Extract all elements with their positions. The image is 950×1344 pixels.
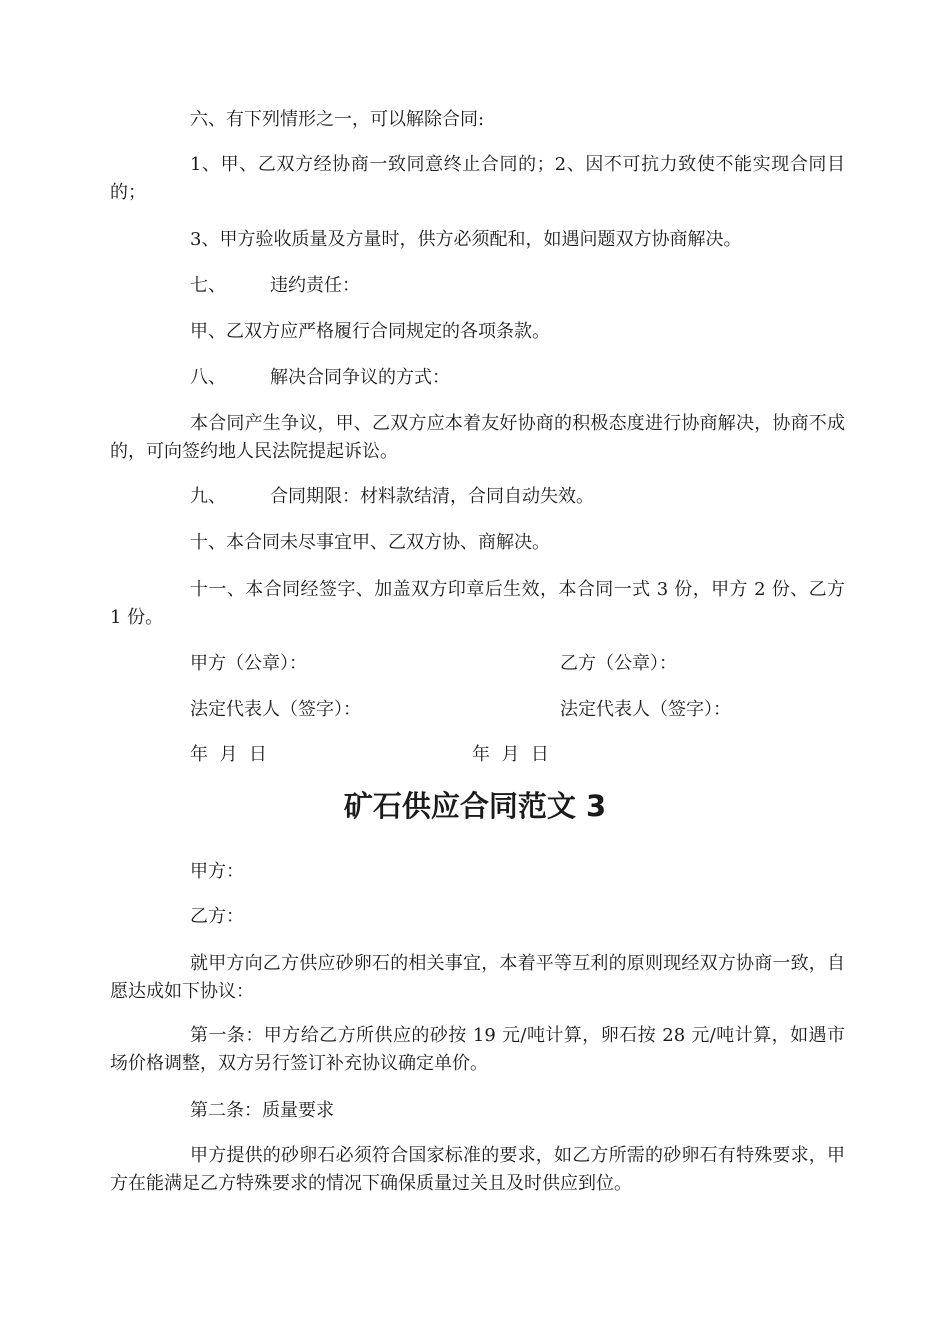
clause-8-heading — [190, 364, 450, 392]
party-b-seal-label: 乙方（公章）： — [560, 653, 677, 674]
contract-3-party-b: 乙方： — [190, 906, 244, 927]
clause-8-body: 本合同产生争议，甲、乙双方应本着友好协商的积极态度进行协商解决，协商不成的，可向签约地人民法院提起诉讼。 — [110, 413, 845, 462]
contract-3-title: 矿石供应合同范文 3 — [343, 789, 607, 823]
party-a-seal-label: 甲方（公章）： — [190, 653, 307, 674]
clause-9-title: 合同期限：材料款结清，合同自动失效。 — [270, 486, 594, 507]
clause-6-item-1-2: 1、甲、乙双方经协商一致同意终止合同的；2、因不可抗力致使不能实现合同目的； — [110, 154, 845, 203]
contract-3-article-2-body: 甲方提供的砂卵石必须符合国家标准的要求，如乙方所需的砂卵石有特殊要求，甲方在能满足乙方特殊要求的情况下确保质量过关且及时供应到位。 — [110, 1145, 845, 1194]
clause-9-number: 九、 — [190, 486, 226, 507]
contract-3-article-2-title: 第二条：质量要求 — [190, 1100, 334, 1121]
party-b-date-label: 年 月 日 — [472, 744, 549, 765]
clause-7-body: 甲、乙双方应严格履行合同规定的各项条款。 — [190, 321, 550, 342]
party-a-representative-label: 法定代表人（签字）： — [190, 699, 361, 720]
party-a-date-label: 年 月 日 — [190, 744, 267, 765]
clause-9-heading — [190, 483, 594, 511]
contract-3-article-1: 第一条：甲方给乙方所供应的砂按 19 元/吨计算，卵石按 28 元/吨计算，如遇市场价格调整，双方另行签订补充协议确定单价。 — [110, 1025, 845, 1074]
clause-7-number: 七、 — [190, 275, 226, 296]
clause-7-heading — [190, 272, 360, 300]
party-b-representative-label: 法定代表人（签字）： — [560, 699, 731, 720]
clause-6-item-3: 3、甲方验收质量及方量时，供方必须配和，如遇问题双方协商解决。 — [190, 229, 742, 250]
clause-6-heading: 六、有下列情形之一，可以解除合同: — [190, 109, 485, 130]
clause-10: 十、本合同未尽事宜甲、乙双方协、商解决。 — [190, 532, 550, 553]
clause-8-number: 八、 — [190, 367, 226, 388]
contract-3-party-a: 甲方： — [190, 861, 244, 882]
clause-7-title: 违约责任： — [270, 275, 360, 296]
contract-3-intro: 就甲方向乙方供应砂卵石的相关事宜，本着平等互利的原则现经双方协商一致，自愿达成如下协议： — [110, 953, 845, 1002]
clause-11: 十一、本合同经签字、加盖双方印章后生效，本合同一式 3 份，甲方 2 份、乙方 1 份。 — [110, 579, 845, 628]
clause-8-title: 解决合同争议的方式： — [270, 367, 450, 388]
